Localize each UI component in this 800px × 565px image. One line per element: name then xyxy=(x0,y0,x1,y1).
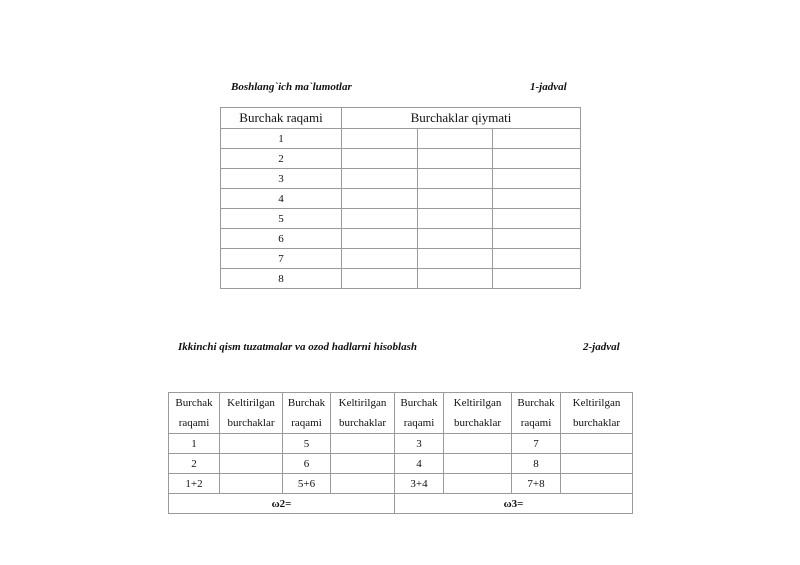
cell xyxy=(444,454,512,474)
cell: 3+4 xyxy=(395,474,444,494)
omega3-cell: ω3= xyxy=(395,494,633,514)
table1-label: 1-jadval xyxy=(530,81,567,93)
angle-number: 3 xyxy=(221,169,342,189)
cell xyxy=(331,434,395,454)
cell: 7 xyxy=(512,434,561,454)
cell xyxy=(444,474,512,494)
angle-number: 1 xyxy=(221,129,342,149)
angle-number: 7 xyxy=(221,249,342,269)
header-reduced-angles: Keltirilgan burchaklar xyxy=(331,393,395,434)
table-1 xyxy=(220,107,581,289)
cell xyxy=(220,454,283,474)
cell: 1 xyxy=(169,434,220,454)
cell: 4 xyxy=(395,454,444,474)
table-row xyxy=(221,169,581,189)
cell xyxy=(561,474,633,494)
header-reduced-angles: Keltirilgan burchaklar xyxy=(561,393,633,434)
cell: 5+6 xyxy=(283,474,331,494)
cell: 6 xyxy=(283,454,331,474)
table1-header-angle-values: Burchaklar qiymati xyxy=(342,108,581,129)
angle-number: 4 xyxy=(221,189,342,209)
omega2-cell: ω2= xyxy=(169,494,395,514)
angle-number: 2 xyxy=(221,149,342,169)
table1-header-angle-number: Burchak raqami xyxy=(221,108,342,129)
table2-caption: Ikkinchi qism tuzatmalar va ozod hadlarni hisoblash xyxy=(178,341,418,353)
cell xyxy=(331,474,395,494)
table2-header-row xyxy=(169,393,633,434)
table-row xyxy=(221,149,581,169)
angle-number: 5 xyxy=(221,209,342,229)
table-row xyxy=(221,209,581,229)
table-row xyxy=(221,249,581,269)
table-row xyxy=(169,474,633,494)
header-angle-number: Burchak raqami xyxy=(283,393,331,434)
cell xyxy=(444,434,512,454)
header-reduced-angles: Keltirilgan burchaklar xyxy=(220,393,283,434)
cell xyxy=(220,434,283,454)
header-angle-number: Burchak raqami xyxy=(395,393,444,434)
table-row xyxy=(221,129,581,149)
cell xyxy=(561,454,633,474)
cell: 5 xyxy=(283,434,331,454)
table-row xyxy=(221,229,581,249)
table-row xyxy=(169,454,633,474)
header-reduced-angles: Keltirilgan burchaklar xyxy=(444,393,512,434)
header-angle-number: Burchak raqami xyxy=(169,393,220,434)
table-row xyxy=(221,189,581,209)
cell: 1+2 xyxy=(169,474,220,494)
table2-label: 2-jadval xyxy=(583,341,620,353)
table1-header-row xyxy=(221,108,581,129)
cell: 7+8 xyxy=(512,474,561,494)
cell: 8 xyxy=(512,454,561,474)
table2-footer-row xyxy=(169,494,633,514)
table-row xyxy=(169,434,633,454)
cell: 3 xyxy=(395,434,444,454)
angle-number: 8 xyxy=(221,269,342,289)
cell xyxy=(220,474,283,494)
cell: 2 xyxy=(169,454,220,474)
cell xyxy=(331,454,395,474)
header-angle-number: Burchak raqami xyxy=(512,393,561,434)
angle-number: 6 xyxy=(221,229,342,249)
cell xyxy=(561,434,633,454)
table-row xyxy=(221,269,581,289)
table-2 xyxy=(168,392,633,514)
table1-caption: Boshlang`ich ma`lumotlar xyxy=(231,81,352,93)
